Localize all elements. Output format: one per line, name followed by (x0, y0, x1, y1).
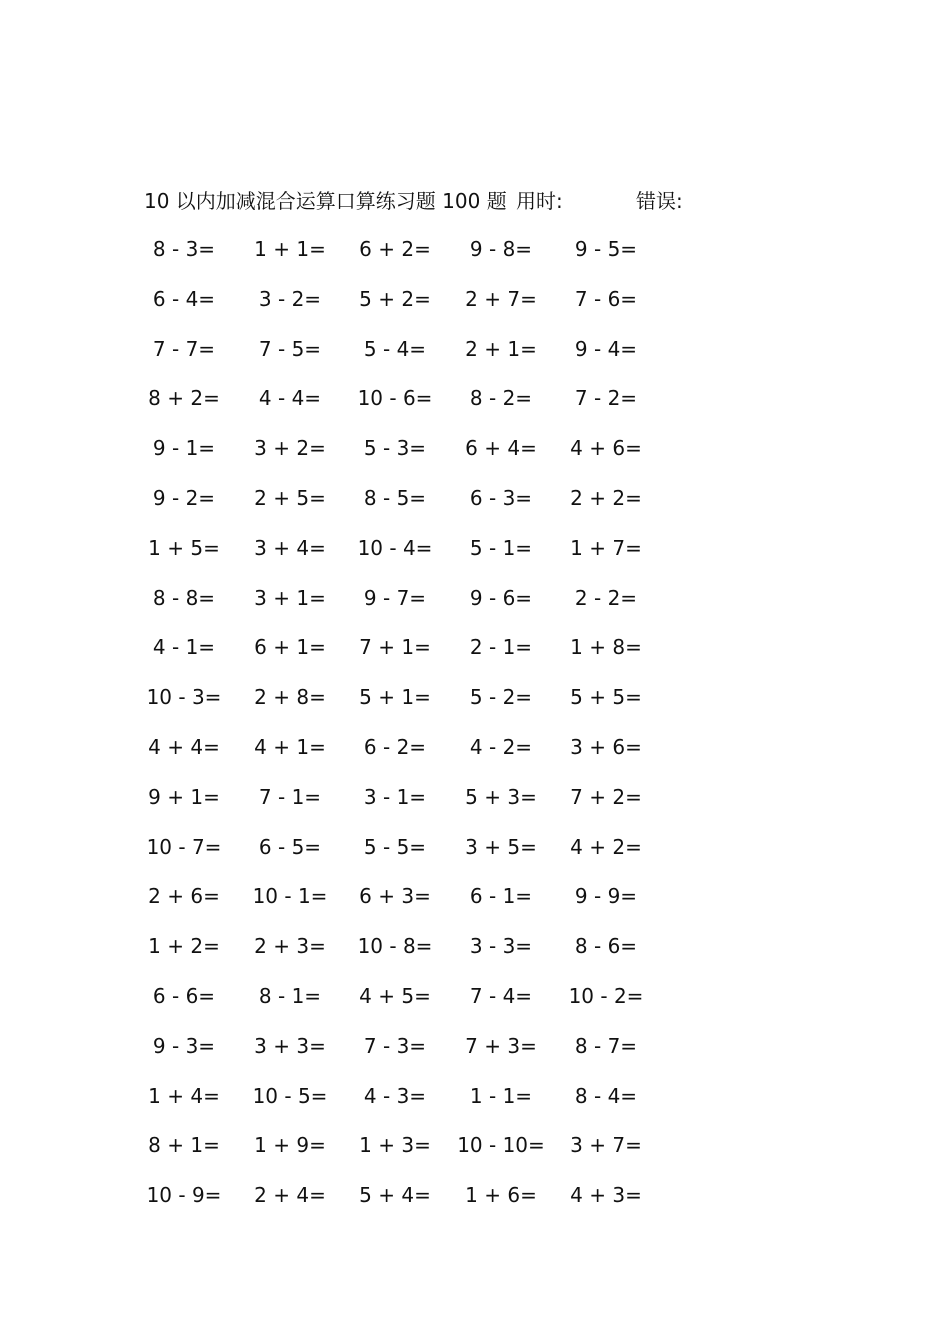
arithmetic-problem: 8 - 6= (574, 934, 638, 959)
arithmetic-problem: 10 - 8= (357, 934, 433, 959)
worksheet-title: 10 以内加减混合运算口算练习题 100 题 (144, 189, 507, 213)
arithmetic-problem: 7 + 3= (465, 1033, 537, 1058)
arithmetic-problem: 3 - 2= (258, 286, 322, 311)
arithmetic-problem: 1 + 2= (148, 934, 220, 959)
arithmetic-problem: 1 + 4= (148, 1083, 220, 1108)
arithmetic-problem: 7 + 2= (570, 784, 642, 809)
arithmetic-problem: 5 + 1= (359, 685, 431, 710)
arithmetic-problem: 2 + 4= (254, 1183, 326, 1208)
problem-row (0, 234, 950, 284)
problem-row (0, 981, 950, 1031)
arithmetic-problem: 10 - 2= (568, 983, 644, 1008)
arithmetic-problem: 8 - 4= (574, 1083, 638, 1108)
arithmetic-problem: 8 + 1= (148, 1133, 220, 1158)
problem-row (0, 632, 950, 682)
arithmetic-problem: 2 - 1= (469, 635, 533, 660)
arithmetic-problem: 4 + 1= (254, 734, 326, 759)
problem-row (0, 1081, 950, 1131)
arithmetic-problem: 8 - 1= (258, 983, 322, 1008)
arithmetic-problem: 1 + 1= (254, 237, 326, 261)
arithmetic-problem: 9 - 8= (469, 237, 533, 261)
problem-row (0, 284, 950, 334)
arithmetic-problem: 7 - 4= (469, 983, 533, 1008)
arithmetic-problem: 6 - 2= (363, 734, 427, 759)
arithmetic-problem: 4 + 5= (359, 983, 431, 1008)
arithmetic-problem: 4 - 1= (152, 635, 216, 660)
arithmetic-problem: 3 + 6= (570, 734, 642, 759)
arithmetic-problem: 10 - 6= (357, 386, 433, 411)
arithmetic-problem: 6 + 3= (359, 884, 431, 909)
arithmetic-problem: 2 - 2= (574, 585, 638, 610)
arithmetic-problem: 6 - 6= (152, 983, 216, 1008)
arithmetic-problem: 9 - 1= (152, 436, 216, 461)
arithmetic-problem: 5 - 5= (363, 834, 427, 859)
arithmetic-problem: 9 + 1= (148, 784, 220, 809)
problem-row (0, 533, 950, 583)
error-count-label: 错误: (636, 189, 683, 213)
arithmetic-problem: 6 - 3= (469, 485, 533, 510)
arithmetic-problem: 6 + 2= (359, 237, 431, 261)
arithmetic-problem: 7 + 1= (359, 635, 431, 660)
arithmetic-problem: 9 - 2= (152, 485, 216, 510)
problem-row (0, 383, 950, 433)
time-used-label: 用时: (516, 189, 563, 213)
arithmetic-problem: 2 + 2= (570, 485, 642, 510)
arithmetic-problem: 6 - 4= (152, 286, 216, 311)
arithmetic-problem: 1 + 6= (465, 1183, 537, 1208)
arithmetic-problem: 10 - 3= (146, 685, 222, 710)
arithmetic-problem: 4 - 3= (363, 1083, 427, 1108)
arithmetic-problem: 2 + 6= (148, 884, 220, 909)
arithmetic-problem: 10 - 10= (457, 1133, 545, 1158)
arithmetic-problem: 5 + 4= (359, 1183, 431, 1208)
arithmetic-problem: 8 - 7= (574, 1033, 638, 1058)
arithmetic-problem: 1 + 9= (254, 1133, 326, 1158)
arithmetic-problem: 3 - 1= (363, 784, 427, 809)
worksheet-header (0, 186, 950, 216)
arithmetic-problem: 2 + 5= (254, 485, 326, 510)
arithmetic-problem: 9 - 7= (363, 585, 427, 610)
arithmetic-problem: 8 + 2= (148, 386, 220, 411)
arithmetic-problem: 4 - 4= (258, 386, 322, 411)
arithmetic-problem: 3 + 2= (254, 436, 326, 461)
problem-row (0, 583, 950, 633)
arithmetic-problem: 5 - 2= (469, 685, 533, 710)
arithmetic-problem: 8 - 2= (469, 386, 533, 411)
arithmetic-problem: 2 + 3= (254, 934, 326, 959)
problem-row (0, 433, 950, 483)
arithmetic-problem: 9 - 6= (469, 585, 533, 610)
problem-grid (0, 234, 950, 1230)
arithmetic-problem: 5 + 2= (359, 286, 431, 311)
arithmetic-problem: 4 + 4= (148, 734, 220, 759)
arithmetic-problem: 8 - 3= (152, 237, 216, 261)
arithmetic-problem: 7 - 7= (152, 336, 216, 361)
arithmetic-problem: 5 - 3= (363, 436, 427, 461)
arithmetic-problem: 8 - 8= (152, 585, 216, 610)
arithmetic-problem: 9 - 5= (574, 237, 638, 261)
arithmetic-problem: 1 + 8= (570, 635, 642, 660)
arithmetic-problem: 7 - 3= (363, 1033, 427, 1058)
problem-row (0, 782, 950, 832)
problem-row (0, 732, 950, 782)
arithmetic-problem: 8 - 5= (363, 485, 427, 510)
arithmetic-problem: 2 + 8= (254, 685, 326, 710)
arithmetic-problem: 7 - 5= (258, 336, 322, 361)
problem-row (0, 1180, 950, 1230)
arithmetic-problem: 1 + 3= (359, 1133, 431, 1158)
arithmetic-problem: 6 + 1= (254, 635, 326, 660)
problem-row (0, 1130, 950, 1180)
problem-row (0, 682, 950, 732)
arithmetic-problem: 10 - 5= (252, 1083, 328, 1108)
arithmetic-problem: 9 - 9= (574, 884, 638, 909)
arithmetic-problem: 7 - 2= (574, 386, 638, 411)
arithmetic-problem: 1 + 7= (570, 535, 642, 560)
arithmetic-problem: 10 - 1= (252, 884, 328, 909)
problem-row (0, 881, 950, 931)
arithmetic-problem: 4 - 2= (469, 734, 533, 759)
arithmetic-problem: 3 + 3= (254, 1033, 326, 1058)
arithmetic-problem: 2 + 7= (465, 286, 537, 311)
problem-row (0, 931, 950, 981)
arithmetic-problem: 10 - 7= (146, 834, 222, 859)
arithmetic-problem: 4 + 3= (570, 1183, 642, 1208)
arithmetic-problem: 5 - 4= (363, 336, 427, 361)
arithmetic-problem: 5 + 3= (465, 784, 537, 809)
arithmetic-problem: 6 - 1= (469, 884, 533, 909)
problem-row (0, 334, 950, 384)
arithmetic-problem: 5 + 5= (570, 685, 642, 710)
arithmetic-problem: 2 + 1= (465, 336, 537, 361)
arithmetic-problem: 3 + 4= (254, 535, 326, 560)
arithmetic-problem: 6 - 5= (258, 834, 322, 859)
arithmetic-problem: 10 - 9= (146, 1183, 222, 1208)
arithmetic-problem: 1 - 1= (469, 1083, 533, 1108)
arithmetic-problem: 3 - 3= (469, 934, 533, 959)
arithmetic-problem: 3 + 1= (254, 585, 326, 610)
arithmetic-problem: 4 + 6= (570, 436, 642, 461)
arithmetic-problem: 5 - 1= (469, 535, 533, 560)
problem-row (0, 1031, 950, 1081)
arithmetic-problem: 6 + 4= (465, 436, 537, 461)
arithmetic-problem: 7 - 6= (574, 286, 638, 311)
arithmetic-problem: 9 - 3= (152, 1033, 216, 1058)
arithmetic-problem: 7 - 1= (258, 784, 322, 809)
arithmetic-problem: 9 - 4= (574, 336, 638, 361)
arithmetic-problem: 1 + 5= (148, 535, 220, 560)
arithmetic-problem: 3 + 7= (570, 1133, 642, 1158)
arithmetic-problem: 4 + 2= (570, 834, 642, 859)
arithmetic-problem: 3 + 5= (465, 834, 537, 859)
problem-row (0, 832, 950, 882)
arithmetic-problem: 10 - 4= (357, 535, 433, 560)
problem-row (0, 483, 950, 533)
